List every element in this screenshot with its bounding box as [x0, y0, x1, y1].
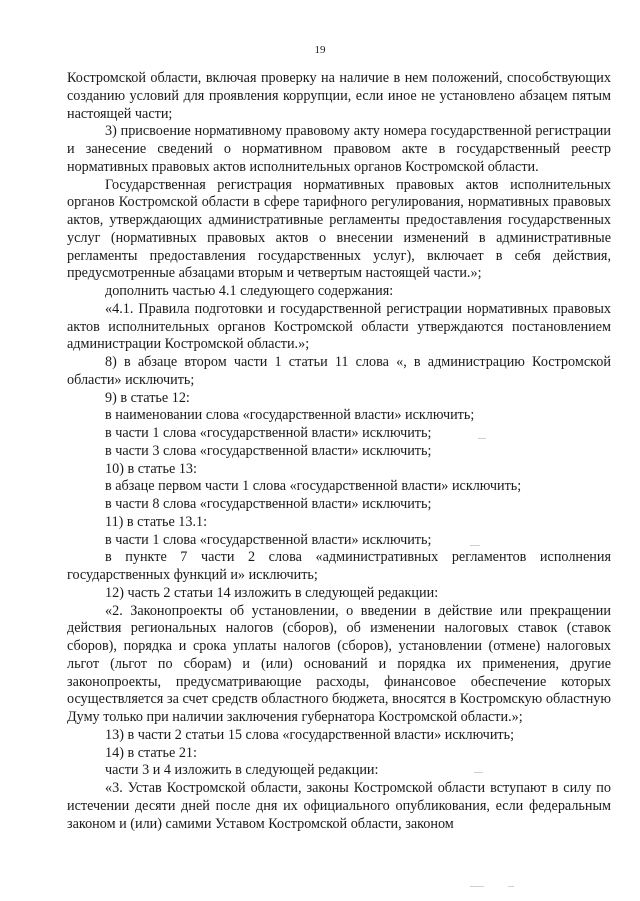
- scan-speck: [478, 438, 486, 439]
- paragraph: 8) в абзаце втором части 1 статьи 11 слова «, в администрацию Костромской области» исключить;: [67, 354, 611, 388]
- paragraph: в части 8 слова «государственной власти» исключить;: [105, 496, 432, 512]
- paragraph: Государственная регистрация нормативных правовых актов исполнительных органов Костромской области в сфере тарифного регулирования, нормативных правовых актов, утверждающих административные регламенты предоставления государственных услуг (нормативных правовых актов о внесении изменений в административные регламенты предоставления государственных услуг), включает в себя действия, предусмотренные абзацами вторым и четвертым настоящей части.»;: [67, 176, 611, 282]
- document-body: [67, 70, 611, 833]
- paragraph: в части 1 слова «государственной власти» исключить;: [105, 531, 432, 548]
- paragraph: «4.1. Правила подготовки и государственной регистрации нормативных правовых актов исполнительных органов Костромской области утверждаются постановлением администрации Костромской области.»;: [67, 300, 611, 353]
- paragraph: 11) в статье 13.1:: [105, 513, 208, 530]
- paragraph: 12) часть 2 статьи 14 изложить в следующей редакции:: [105, 584, 439, 601]
- scan-speck: [508, 886, 514, 887]
- paragraph: дополнить частью 4.1 следующего содержания:: [105, 283, 394, 299]
- page-number: 19: [314, 44, 326, 56]
- paragraph: части 3 и 4 изложить в следующей редакции:: [105, 762, 379, 779]
- paragraph: в пункте 7 части 2 слова «административных регламентов исполнения государственных функций и» исключить;: [67, 549, 611, 583]
- paragraph: «3. Устав Костромской области, законы Костромской области вступают в силу по истечении десяти дней после дня их официального опубликования, если федеральным законом и (или) самими Уставом Костромской области, законом: [67, 780, 611, 832]
- paragraph: 9) в статье 12:: [105, 389, 190, 406]
- paragraph: в части 1 слова «государственной власти» исключить;: [105, 425, 432, 441]
- scan-speck: [474, 772, 483, 773]
- paragraph: 3) присвоение нормативному правовому акту номера государственной регистрации и занесение сведений о нормативном правовом акте в государственный реестр нормативных правовых актов исполнительных органов Костромской области.: [67, 123, 611, 175]
- paragraph: 14) в статье 21:: [105, 744, 197, 761]
- paragraph: 10) в статье 13:: [105, 460, 197, 477]
- paragraph: Костромской области, включая проверку на наличие в нем положений, способствующих созданию условий для проявления коррупции, если иное не установлено абзацем пятым настоящей части;: [67, 70, 611, 122]
- scan-speck: [470, 545, 480, 546]
- paragraph: в абзаце первом части 1 слова «государственной власти» исключить;: [105, 478, 522, 495]
- paragraph: «2. Законопроекты об установлении, о введении в действие или прекращении действия региональных налогов (сборов), об изменении налоговых ставок (ставок сборов), порядка и срока уплаты налогов (сборов), установлении (отмене) налоговых льгот (льгот по сборам) и (или) оснований и порядка их применения, другие законопроекты, предусматривающие расходы, финансовое обеспечение которых осуществляется за счет средств областного бюджета, вносятся в Костромскую областную Думу только при наличии заключения губернатора Костромской области.»;: [67, 602, 611, 725]
- scan-speck: [470, 886, 484, 887]
- paragraph: 13) в части 2 статьи 15 слова «государственной власти» исключить;: [105, 726, 515, 743]
- paragraph: в наименовании слова «государственной власти» исключить;: [105, 407, 475, 424]
- paragraph: в части 3 слова «государственной власти» исключить;: [105, 442, 432, 459]
